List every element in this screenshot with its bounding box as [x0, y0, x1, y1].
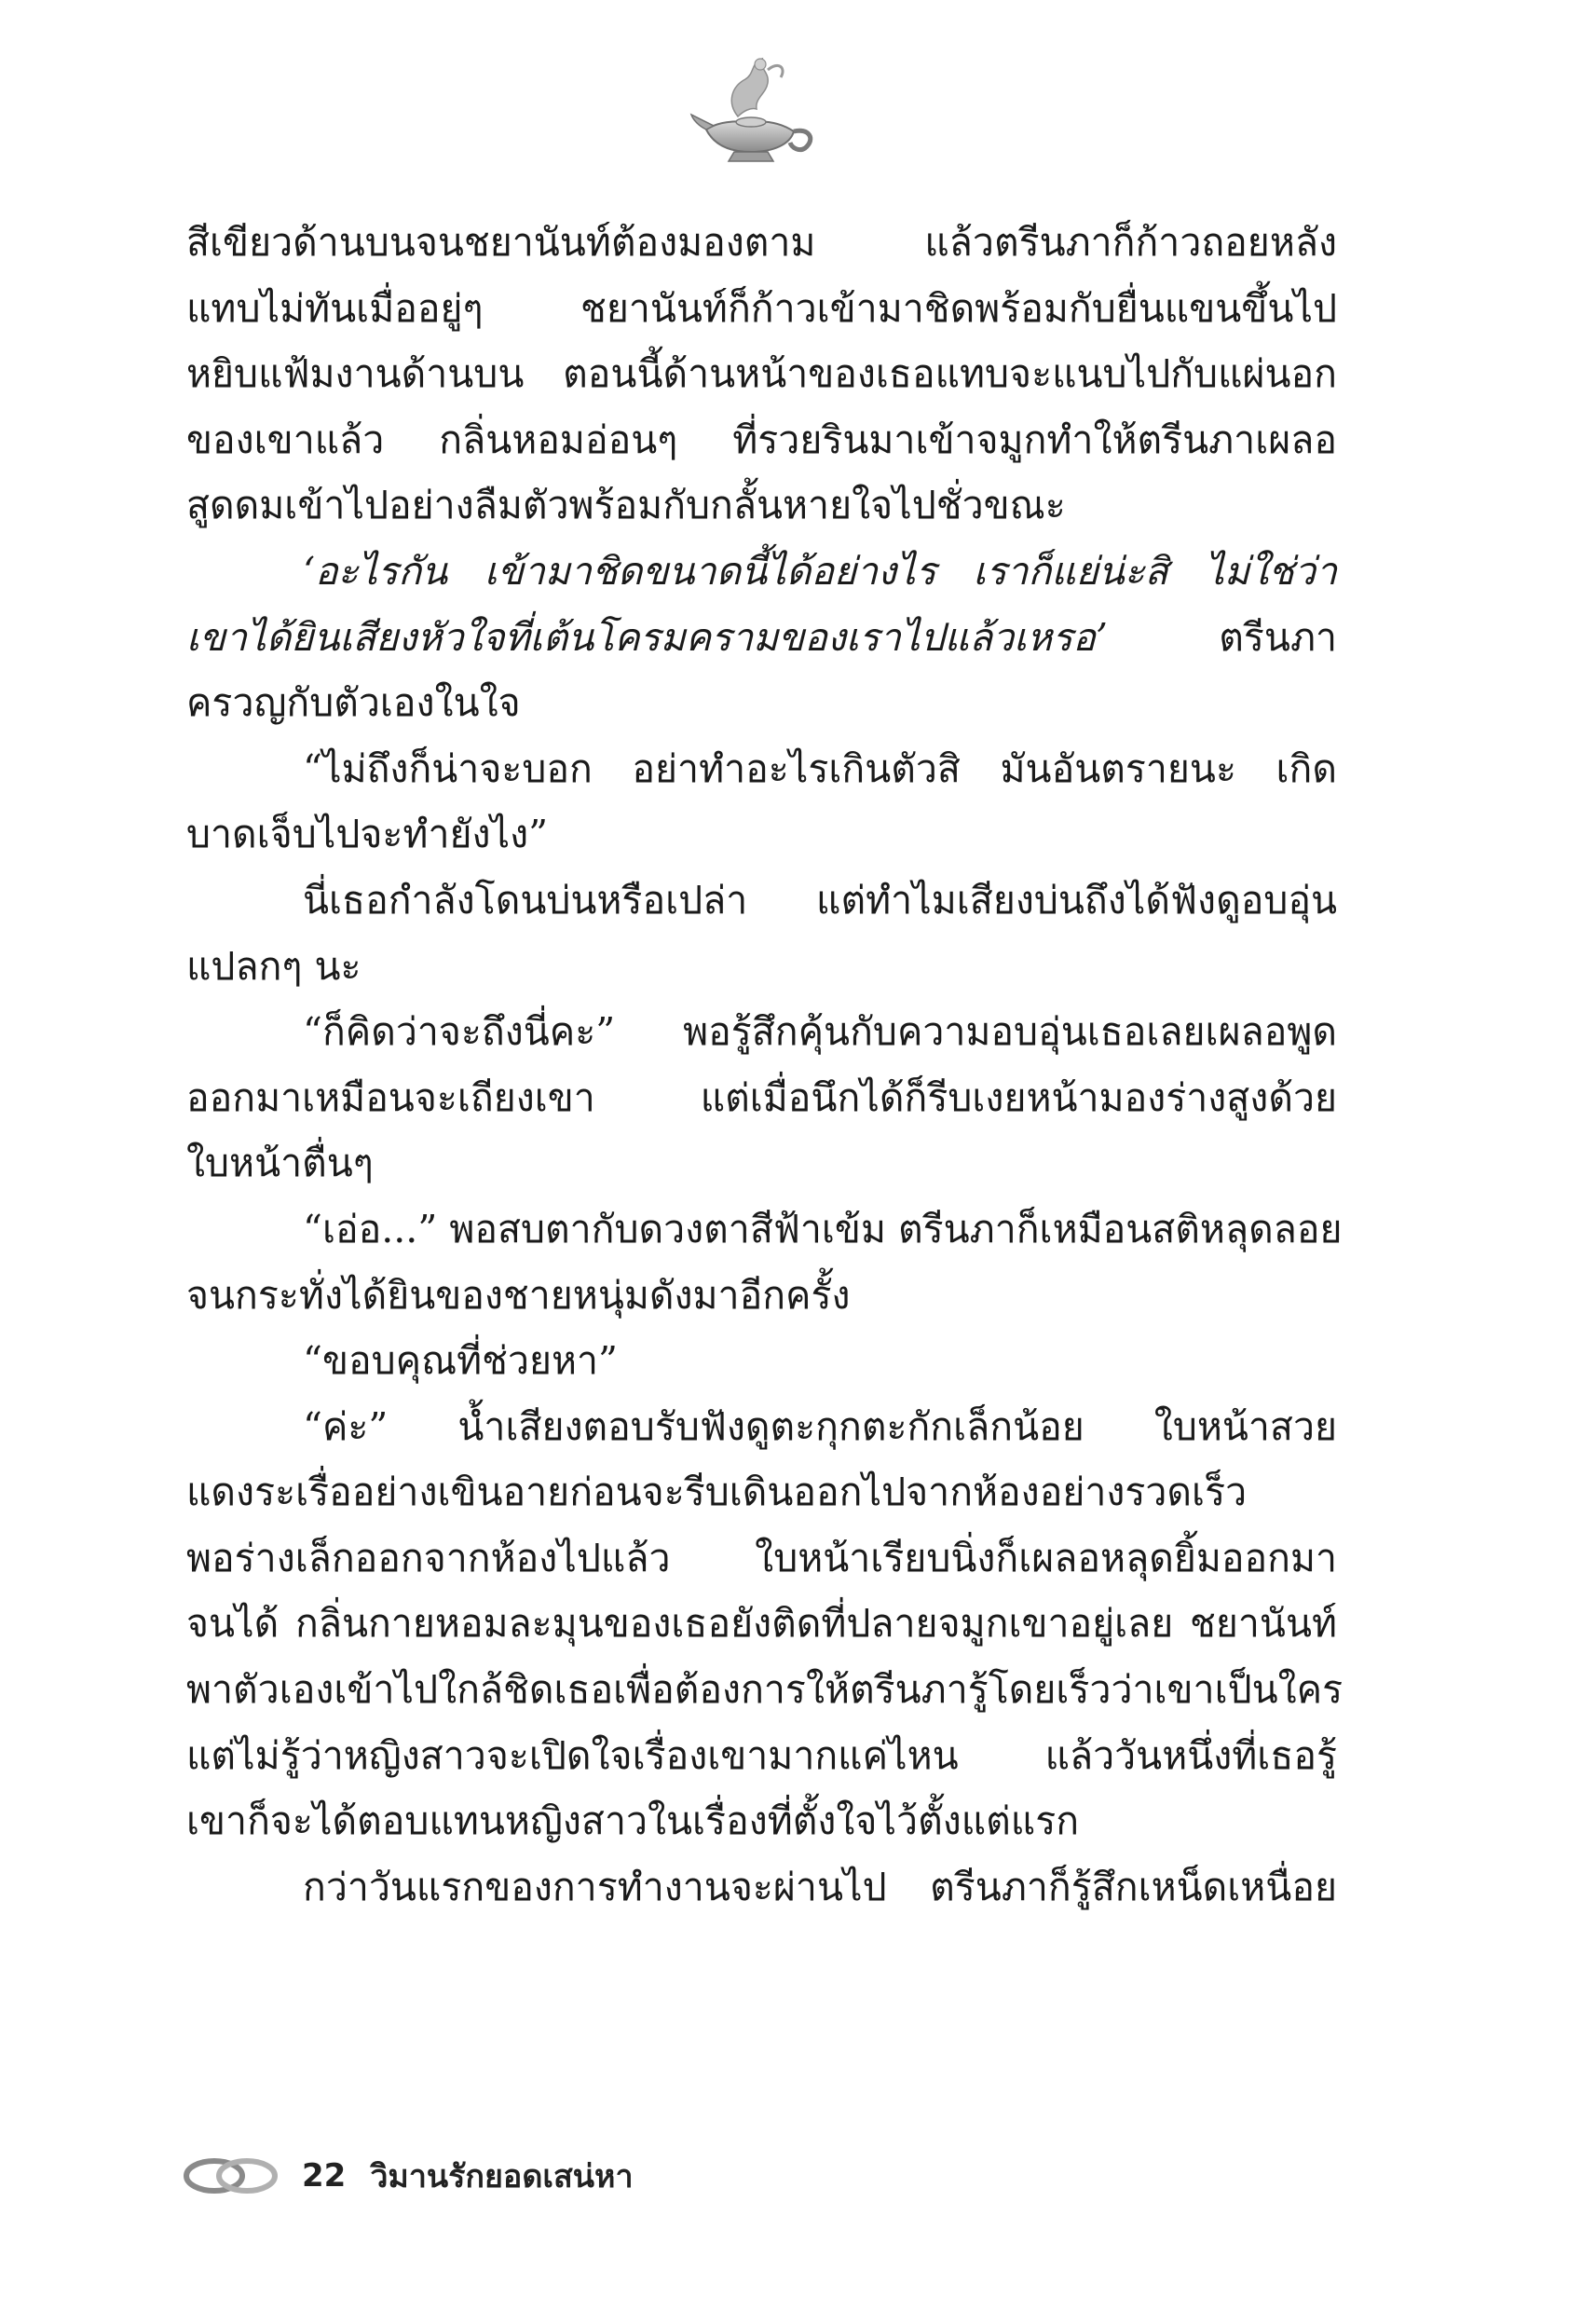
- text-line: แปลกๆ นะ: [186, 943, 361, 989]
- page-number: 22: [302, 2157, 347, 2195]
- text-line: บาดเจ็บไปจะทำยังไง”: [186, 812, 549, 857]
- italic-thought: เขาได้ยินเสียงหัวใจที่เต้นโครมครามของเราไปแล้วเหรอ’: [186, 614, 1108, 660]
- text-line: “ไม่ถึงก็น่าจะบอก อย่าทำอะไรเกินตัวสิ มันอันตรายนะ เกิด: [303, 745, 1337, 791]
- text-line: กว่าวันแรกของการทำงานจะผ่านไป ตรีนภาก็รู้สึกเหน็ดเหนื่อย: [303, 1864, 1337, 1909]
- text-line: แทบไม่ทันเมื่ออยู่ๆ ชยานันท์ก็ก้าวเข้ามาชิดพร้อมกับยื่นแขนขึ้นไป: [186, 285, 1337, 331]
- text-line: “ก็คิดว่าจะถึงนี่คะ” พอรู้สึกคุ้นกับความอบอุ่นเธอเลยเผลอพูด: [303, 1009, 1337, 1055]
- text-line: ออกมาเหมือนจะเถียงเขา แต่เมื่อนึกได้ก็รีบเงยหน้ามองร่างสูงด้วย: [186, 1074, 1337, 1120]
- book-title: วิมานรักยอดเสน่หา: [370, 2158, 634, 2195]
- text-line: ‘อะไรกัน เข้ามาชิดขนาดนี้ได้อย่างไร เราก็แย่น่ะสิ ไม่ใช่ว่า: [303, 548, 1337, 594]
- text-line: ใบหน้าตื่นๆ: [186, 1141, 374, 1186]
- text-line: “ขอบคุณที่ช่วยหา”: [303, 1338, 619, 1384]
- body-text: [186, 210, 1344, 1920]
- text-line: นี่เธอกำลังโดนบ่นหรือเปล่า แต่ทำไมเสียงบ่นถึงได้ฟังดูอบอุ่น: [303, 877, 1337, 923]
- page-footer: [182, 2148, 634, 2204]
- text-line: พอร่างเล็กออกจากห้องไปแล้ว ใบหน้าเรียบนิ่งก็เผลอหลุดยิ้มออกมา: [186, 1535, 1337, 1580]
- text-line: แต่ไม่รู้ว่าหญิงสาวจะเปิดใจเรื่องเขามากแค่ไหน แล้ววันหนึ่งที่เธอรู้: [186, 1732, 1337, 1778]
- text-line: จนกระทั่งได้ยินของชายหนุ่มดังมาอีกครั้ง: [186, 1272, 851, 1318]
- text-line: สีเขียวด้านบนจนชยานันท์ต้องมองตาม แล้วตรีนภาก็ก้าวถอยหลัง: [186, 220, 1337, 265]
- text-line: พาตัวเองเข้าไปใกล้ชิดเธอเพื่อต้องการให้ตรีนภารู้โดยเร็วว่าเขาเป็นใคร: [186, 1667, 1344, 1713]
- text-segment: ตรีนภา: [1107, 614, 1337, 660]
- text-line: ของเขาแล้ว กลิ่นหอมอ่อนๆ ที่รวยรินมาเข้าจมูกทำให้ตรีนภาเผลอ: [186, 417, 1337, 462]
- text-line: แดงระเรื่ออย่างเขินอายก่อนจะรีบเดินออกไปจากห้องอย่างรวดเร็ว: [186, 1470, 1248, 1515]
- text-line: จนได้ กลิ่นกายหอมละมุนของเธอยังติดที่ปลายจมูกเขาอยู่เลย ชยานันท์: [186, 1601, 1337, 1647]
- text-line: เขาก็จะได้ตอบแทนหญิงสาวในเรื่องที่ตั้งใจไว้ตั้งแต่แรก: [186, 1798, 1080, 1844]
- text-line: หยิบแฟ้มงานด้านบน ตอนนี้ด้านหน้าของเธอแทบจะแนบไปกับแผ่นอก: [186, 351, 1337, 397]
- text-line: “เอ่อ...” พอสบตากับดวงตาสีฟ้าเข้ม ตรีนภาก็เหมือนสติหลุดลอย: [303, 1206, 1343, 1251]
- text-line: ครวญกับตัวเองในใจ: [186, 680, 521, 726]
- text-line: “ค่ะ” น้ำเสียงตอบรับฟังดูตะกุกตะกักเล็กน้อย ใบหน้าสวย: [303, 1403, 1337, 1449]
- magic-lamp-icon: [689, 51, 820, 168]
- text-line: [186, 605, 1337, 671]
- text-line: สูดดมเข้าไปอย่างลืมตัวพร้อมกับกลั้นหายใจไปชั่วขณะ: [186, 483, 1066, 528]
- double-ring-icon: [182, 2155, 280, 2196]
